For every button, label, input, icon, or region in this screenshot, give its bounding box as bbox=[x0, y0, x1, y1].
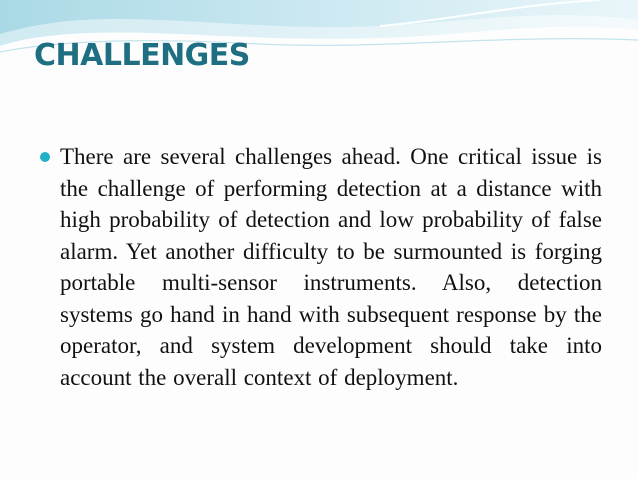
bullet-text: There are several challenges ahead. One critical issue is the challenge of performing detection at a distance with high probability of detection and low probability of false alarm. Yet another difficulty to be surmounted is forging portable multi-sensor instruments. Also, detection systems go hand in hand with subsequent response by the operator, and system development should take into account the overall context of deployment. bbox=[60, 144, 602, 390]
slide-title: CHALLENGES bbox=[34, 38, 250, 73]
bullet-icon bbox=[40, 152, 50, 162]
bullet-item bbox=[40, 141, 602, 393]
slide-body bbox=[40, 141, 602, 393]
